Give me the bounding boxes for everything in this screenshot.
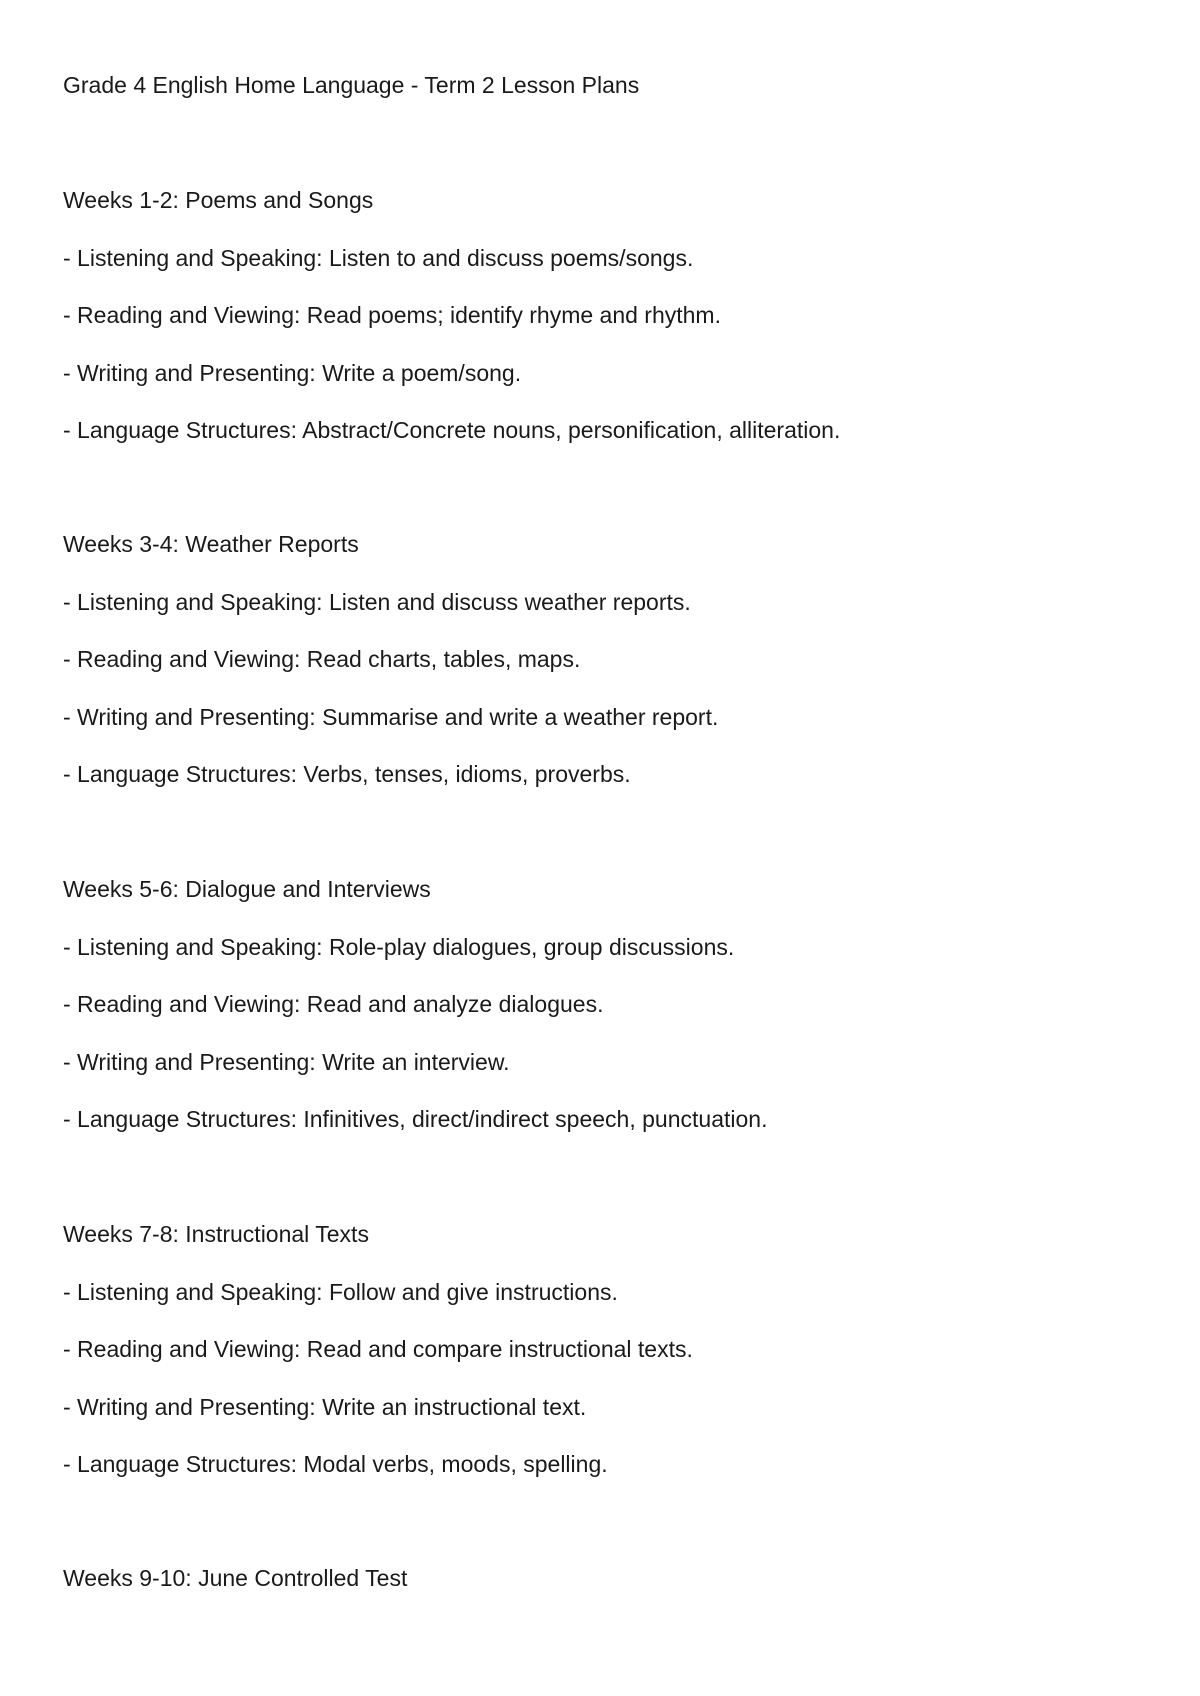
- document-title: Grade 4 English Home Language - Term 2 Lesson Plans: [63, 72, 640, 98]
- section-item-reading-viewing: - Reading and Viewing: Read and compare instructional texts.: [63, 1336, 693, 1362]
- section-weeks-9-10: [63, 1563, 1163, 1593]
- section-item-language-structures: - Language Structures: Infinitives, direct/indirect speech, punctuation.: [63, 1106, 768, 1132]
- section-weeks-3-4: [63, 529, 1163, 789]
- section-weeks-5-6: [63, 874, 1163, 1134]
- section-item-listening-speaking: - Listening and Speaking: Role-play dialogues, group discussions.: [63, 933, 735, 960]
- section-item-writing-presenting: - Writing and Presenting: Write an instructional text.: [63, 1393, 587, 1420]
- section-heading: Weeks 1-2: Poems and Songs: [63, 187, 374, 213]
- section-item-reading-viewing: - Reading and Viewing: Read poems; identify rhyme and rhythm.: [63, 302, 721, 328]
- section-item-reading-viewing: - Reading and Viewing: Read charts, tables, maps.: [63, 646, 581, 672]
- section-item-writing-presenting: - Writing and Presenting: Write a poem/song.: [63, 359, 522, 386]
- section-heading: Weeks 7-8: Instructional Texts: [63, 1221, 369, 1247]
- section-item-reading-viewing: - Reading and Viewing: Read and analyze dialogues.: [63, 991, 604, 1017]
- section-heading: Weeks 3-4: Weather Reports: [63, 531, 359, 557]
- section-item-listening-speaking: - Listening and Speaking: Listen to and discuss poems/songs.: [63, 244, 694, 271]
- section-heading: Weeks 9-10: June Controlled Test: [63, 1565, 408, 1591]
- section-weeks-1-2: [63, 185, 1163, 445]
- section-item-language-structures: - Language Structures: Verbs, tenses, idioms, proverbs.: [63, 761, 631, 787]
- section-item-language-structures: - Language Structures: Abstract/Concrete nouns, personification, alliteration.: [63, 417, 841, 443]
- section-item-language-structures: - Language Structures: Modal verbs, moods, spelling.: [63, 1451, 608, 1477]
- section-item-writing-presenting: - Writing and Presenting: Write an interview.: [63, 1048, 510, 1075]
- section-weeks-7-8: [63, 1219, 1163, 1479]
- section-item-listening-speaking: - Listening and Speaking: Follow and give instructions.: [63, 1278, 618, 1305]
- section-heading: Weeks 5-6: Dialogue and Interviews: [63, 876, 431, 902]
- section-item-writing-presenting: - Writing and Presenting: Summarise and write a weather report.: [63, 703, 719, 730]
- section-item-listening-speaking: - Listening and Speaking: Listen and discuss weather reports.: [63, 588, 691, 615]
